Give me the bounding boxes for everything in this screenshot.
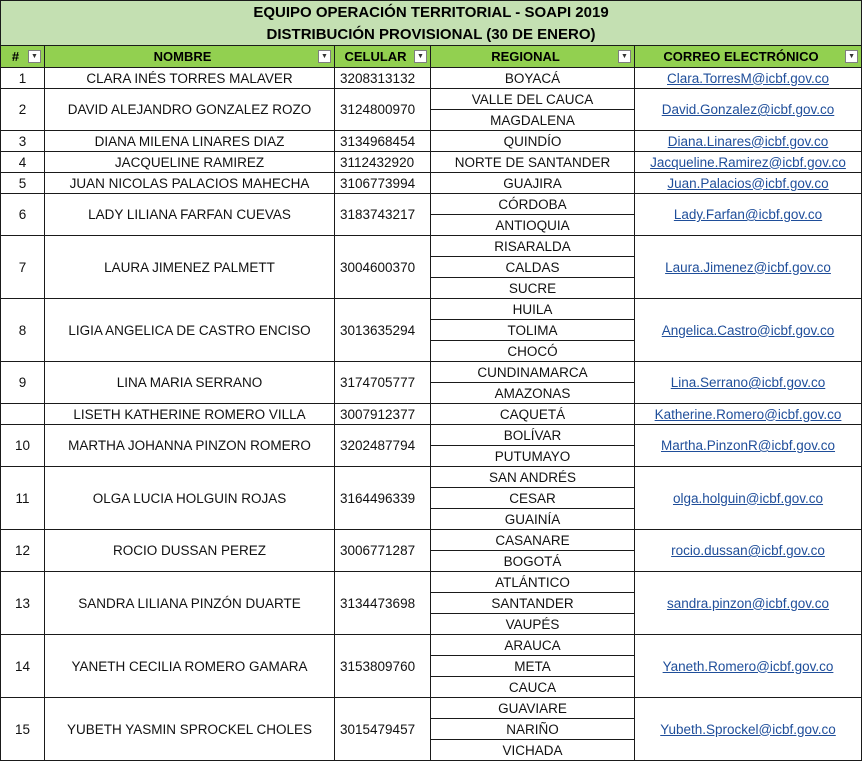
table-row — [1, 194, 862, 215]
row-email-link[interactable]: Juan.Palacios@icbf.gov.co — [635, 173, 862, 194]
row-number: 10 — [1, 425, 45, 467]
row-phone: 3015479457 — [335, 698, 431, 761]
row-regional: HUILA — [431, 299, 635, 320]
row-regional: CÓRDOBA — [431, 194, 635, 215]
row-regional: VALLE DEL CAUCA — [431, 89, 635, 110]
row-name: YUBETH YASMIN SPROCKEL CHOLES — [45, 698, 335, 761]
row-email-link[interactable]: Katherine.Romero@icbf.gov.co — [635, 404, 862, 425]
row-email-link[interactable]: Lady.Farfan@icbf.gov.co — [635, 194, 862, 236]
row-regional: SUCRE — [431, 278, 635, 299]
row-number: 14 — [1, 635, 45, 698]
table-row — [1, 236, 862, 257]
row-phone: 3106773994 — [335, 173, 431, 194]
row-number: 5 — [1, 173, 45, 194]
row-email-link[interactable]: Angelica.Castro@icbf.gov.co — [635, 299, 862, 362]
row-regional: VICHADA — [431, 740, 635, 761]
table-row — [1, 131, 862, 152]
row-name: CLARA INÉS TORRES MALAVER — [45, 68, 335, 89]
row-regional: RISARALDA — [431, 236, 635, 257]
row-email-link[interactable]: olga.holguin@icbf.gov.co — [635, 467, 862, 530]
row-phone: 3208313132 — [335, 68, 431, 89]
row-name: SANDRA LILIANA PINZÓN DUARTE — [45, 572, 335, 635]
row-email-link[interactable]: Diana.Linares@icbf.gov.co — [635, 131, 862, 152]
row-regional: CESAR — [431, 488, 635, 509]
row-email-link[interactable]: Yaneth.Romero@icbf.gov.co — [635, 635, 862, 698]
row-email-link[interactable]: Yubeth.Sprockel@icbf.gov.co — [635, 698, 862, 761]
row-phone: 3007912377 — [335, 404, 431, 425]
row-regional: NORTE DE SANTANDER — [431, 152, 635, 173]
row-number: 7 — [1, 236, 45, 299]
header-correo — [635, 46, 862, 68]
row-email-link[interactable]: Clara.TorresM@icbf.gov.co — [635, 68, 862, 89]
row-regional: GUAJIRA — [431, 173, 635, 194]
row-name: LADY LILIANA FARFAN CUEVAS — [45, 194, 335, 236]
table-row — [1, 467, 862, 488]
row-email-link[interactable]: sandra.pinzon@icbf.gov.co — [635, 572, 862, 635]
row-name: LAURA JIMENEZ PALMETT — [45, 236, 335, 299]
row-regional: ARAUCA — [431, 635, 635, 656]
row-regional: TOLIMA — [431, 320, 635, 341]
filter-dropdown-icon[interactable] — [618, 50, 631, 63]
table-row — [1, 404, 862, 425]
row-phone: 3183743217 — [335, 194, 431, 236]
row-name: MARTHA JOHANNA PINZON ROMERO — [45, 425, 335, 467]
row-phone: 3153809760 — [335, 635, 431, 698]
row-regional: BOGOTÁ — [431, 551, 635, 572]
row-number: 2 — [1, 89, 45, 131]
filter-dropdown-icon[interactable] — [845, 50, 858, 63]
row-regional: SANTANDER — [431, 593, 635, 614]
row-email-link[interactable]: David.Gonzalez@icbf.gov.co — [635, 89, 862, 131]
row-regional: GUAINÍA — [431, 509, 635, 530]
header-regional — [431, 46, 635, 68]
table-row — [1, 68, 862, 89]
row-regional: META — [431, 656, 635, 677]
header-celular-label: CELULAR — [344, 49, 407, 64]
table-row — [1, 89, 862, 110]
row-phone: 3004600370 — [335, 236, 431, 299]
row-name: LIGIA ANGELICA DE CASTRO ENCISO — [45, 299, 335, 362]
row-number — [1, 404, 45, 425]
row-number: 4 — [1, 152, 45, 173]
header-nombre-label: NOMBRE — [153, 49, 212, 64]
row-regional: CAUCA — [431, 677, 635, 698]
row-regional: AMAZONAS — [431, 383, 635, 404]
row-phone: 3006771287 — [335, 530, 431, 572]
row-phone: 3164496339 — [335, 467, 431, 530]
table-body — [1, 68, 862, 761]
table-row — [1, 299, 862, 320]
row-name: OLGA LUCIA HOLGUIN ROJAS — [45, 467, 335, 530]
row-email-link[interactable]: Laura.Jimenez@icbf.gov.co — [635, 236, 862, 299]
row-name: LINA MARIA SERRANO — [45, 362, 335, 404]
row-email-link[interactable]: Lina.Serrano@icbf.gov.co — [635, 362, 862, 404]
table-row — [1, 572, 862, 593]
row-regional: PUTUMAYO — [431, 446, 635, 467]
header-row — [1, 46, 862, 68]
header-num-label: # — [11, 49, 20, 64]
table-row — [1, 173, 862, 194]
table-row — [1, 530, 862, 551]
row-number: 11 — [1, 467, 45, 530]
row-phone: 3013635294 — [335, 299, 431, 362]
row-regional: NARIÑO — [431, 719, 635, 740]
row-name: JACQUELINE RAMIREZ — [45, 152, 335, 173]
header-num — [1, 46, 45, 68]
row-email-link[interactable]: rocio.dussan@icbf.gov.co — [635, 530, 862, 572]
row-name: DIANA MILENA LINARES DIAZ — [45, 131, 335, 152]
table-row — [1, 635, 862, 656]
row-regional: BOYACÁ — [431, 68, 635, 89]
title-row-1 — [1, 1, 862, 24]
row-number: 6 — [1, 194, 45, 236]
row-regional: MAGDALENA — [431, 110, 635, 131]
row-regional: BOLÍVAR — [431, 425, 635, 446]
row-regional: QUINDÍO — [431, 131, 635, 152]
row-email-link[interactable]: Martha.PinzonR@icbf.gov.co — [635, 425, 862, 467]
row-regional: VAUPÉS — [431, 614, 635, 635]
row-name: LISETH KATHERINE ROMERO VILLA — [45, 404, 335, 425]
row-name: ROCIO DUSSAN PEREZ — [45, 530, 335, 572]
filter-dropdown-icon[interactable] — [28, 50, 41, 63]
row-regional: CHOCÓ — [431, 341, 635, 362]
row-phone: 3134473698 — [335, 572, 431, 635]
table-row — [1, 698, 862, 719]
row-regional: ANTIOQUIA — [431, 215, 635, 236]
sheet-title: EQUIPO OPERACIÓN TERRITORIAL - SOAPI 2019 — [1, 1, 862, 24]
header-nombre — [45, 46, 335, 68]
title-row-2 — [1, 24, 862, 46]
row-regional: GUAVIARE — [431, 698, 635, 719]
row-phone: 3124800970 — [335, 89, 431, 131]
header-celular — [335, 46, 431, 68]
row-name: DAVID ALEJANDRO GONZALEZ ROZO — [45, 89, 335, 131]
filter-dropdown-icon[interactable] — [318, 50, 331, 63]
table-row — [1, 152, 862, 173]
row-phone: 3112432920 — [335, 152, 431, 173]
table-row — [1, 425, 862, 446]
row-number: 12 — [1, 530, 45, 572]
row-regional: CUNDINAMARCA — [431, 362, 635, 383]
row-email-link[interactable]: Jacqueline.Ramirez@icbf.gov.co — [635, 152, 862, 173]
sheet-subtitle: DISTRIBUCIÓN PROVISIONAL (30 DE ENERO) — [1, 24, 862, 46]
filter-dropdown-icon[interactable] — [414, 50, 427, 63]
row-phone: 3174705777 — [335, 362, 431, 404]
row-number: 13 — [1, 572, 45, 635]
row-number: 15 — [1, 698, 45, 761]
row-number: 8 — [1, 299, 45, 362]
row-regional: CALDAS — [431, 257, 635, 278]
header-regional-label: REGIONAL — [491, 49, 560, 64]
row-phone: 3134968454 — [335, 131, 431, 152]
row-number: 3 — [1, 131, 45, 152]
row-regional: ATLÁNTICO — [431, 572, 635, 593]
row-regional: CASANARE — [431, 530, 635, 551]
row-name: JUAN NICOLAS PALACIOS MAHECHA — [45, 173, 335, 194]
header-correo-label: CORREO ELECTRÓNICO — [663, 49, 819, 64]
row-number: 9 — [1, 362, 45, 404]
row-number: 1 — [1, 68, 45, 89]
row-regional: CAQUETÁ — [431, 404, 635, 425]
row-phone: 3202487794 — [335, 425, 431, 467]
row-name: YANETH CECILIA ROMERO GAMARA — [45, 635, 335, 698]
table-row — [1, 362, 862, 383]
row-regional: SAN ANDRÉS — [431, 467, 635, 488]
